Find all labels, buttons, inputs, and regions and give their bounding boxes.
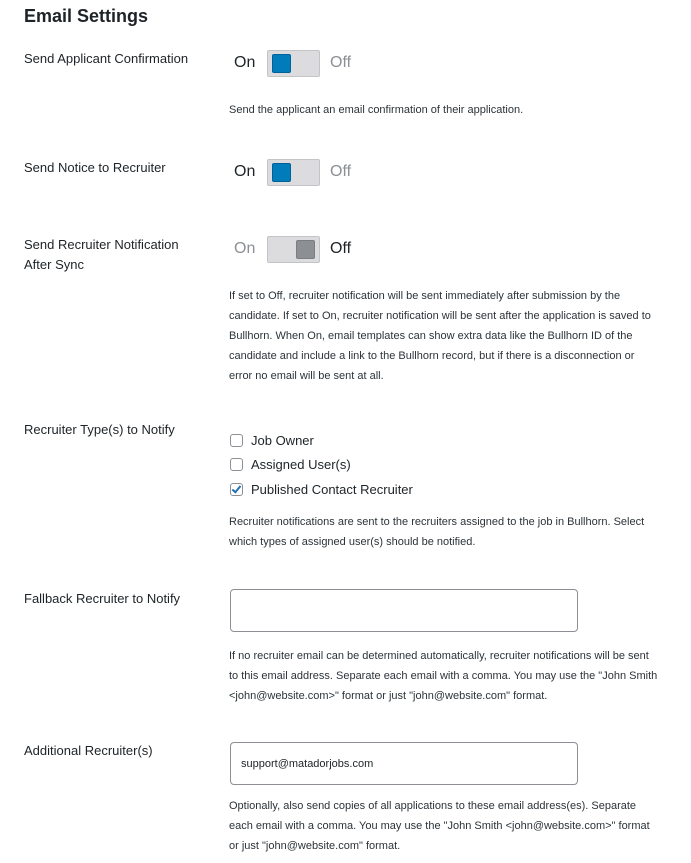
- checkbox-job-owner[interactable]: [230, 433, 314, 448]
- notice-to-recruiter-toggle-group: [234, 157, 351, 187]
- applicant-confirmation-toggle[interactable]: [267, 50, 320, 77]
- notice-to-recruiter-label: Send Notice to Recruiter: [24, 160, 166, 175]
- toggle-off-label: Off: [330, 54, 352, 71]
- checkbox-checked-icon[interactable]: [230, 483, 243, 496]
- applicant-confirmation-description: Send the applicant an email confirmation of their application.: [229, 104, 524, 116]
- additional-recruiters-label: Additional Recruiter(s): [24, 743, 153, 758]
- checkbox-icon[interactable]: [230, 458, 243, 471]
- toggle-off-label: Off: [330, 240, 352, 257]
- section-title: Email Settings: [24, 6, 149, 26]
- fallback-recruiter-label: Fallback Recruiter to Notify: [24, 591, 181, 606]
- toggle-on-label: On: [234, 54, 256, 71]
- toggle-knob: [272, 54, 291, 73]
- notification-after-sync-toggle[interactable]: [267, 236, 320, 263]
- fallback-recruiter-description: If no recruiter email can be determined automatically, recruiter notifications will be sent to this email address. Separate each email with a comma. You may use the "John Smith <john@website.com>" format or just "john@website.com" format.: [229, 650, 658, 702]
- applicant-confirmation-label: Send Applicant Confirmation: [24, 51, 189, 66]
- notification-after-sync-toggle-group: [234, 234, 351, 264]
- toggle-knob: [272, 163, 291, 182]
- checkbox-label: Assigned User(s): [251, 457, 351, 472]
- checkbox-label: Job Owner: [251, 433, 314, 448]
- toggle-off-label: Off: [330, 163, 352, 180]
- checkbox-assigned-users[interactable]: [230, 457, 351, 472]
- recruiter-types-label: Recruiter Type(s) to Notify: [24, 422, 175, 437]
- checkbox-icon[interactable]: [230, 434, 243, 447]
- applicant-confirmation-toggle-group: [234, 48, 351, 78]
- notification-after-sync-label: Send Recruiter Notification After Sync: [24, 237, 179, 272]
- fallback-recruiter-input[interactable]: [230, 589, 578, 632]
- recruiter-types-description: Recruiter notifications are sent to the recruiters assigned to the job in Bullhorn. Select which types of assigned user(s) should be notified.: [229, 516, 645, 548]
- notice-to-recruiter-toggle[interactable]: [267, 159, 320, 186]
- checkbox-published-contact-recruiter[interactable]: [230, 482, 413, 497]
- toggle-knob: [296, 240, 315, 259]
- additional-recruiters-input[interactable]: [230, 742, 578, 785]
- notification-after-sync-description: If set to Off, recruiter notification will be sent immediately after submission by the candidate. If set to On, recruiter notification will be sent after the application is saved to Bullhorn. When On, email templates can show extra data like the Bullhorn ID of the candidate and include a link to the Bullhorn record, but if there is a disconnection or error no email will be sent at all.: [229, 290, 651, 382]
- toggle-on-label: On: [234, 163, 256, 180]
- checkbox-label: Published Contact Recruiter: [251, 482, 413, 497]
- toggle-on-label: On: [234, 240, 256, 257]
- additional-recruiters-description: Optionally, also send copies of all applications to these email address(es). Separate each email with a comma. You may use the "John Smith <john@website.com>" format or just "john@website.com" format.: [229, 800, 650, 852]
